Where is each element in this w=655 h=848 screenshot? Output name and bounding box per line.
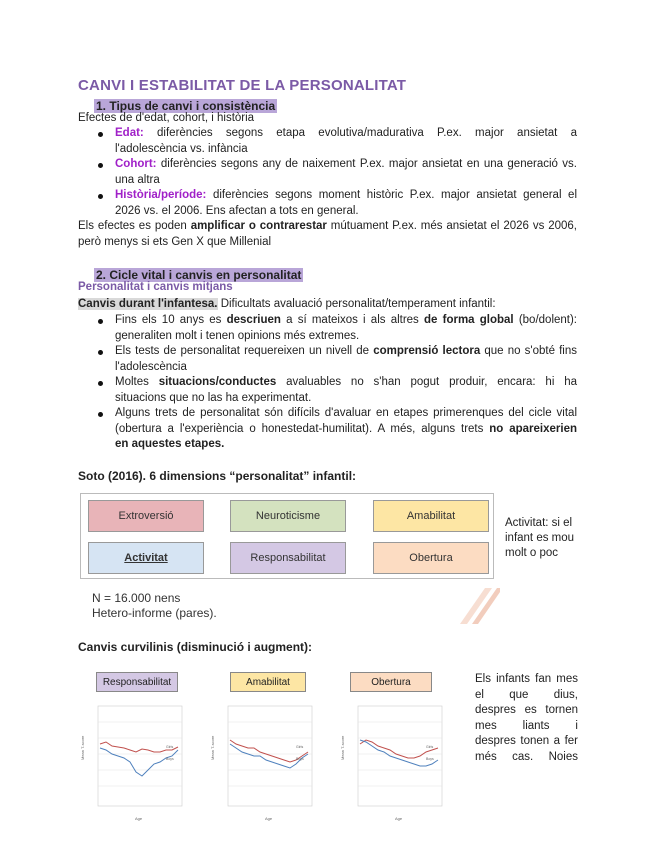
decorative-stripes [440,588,500,624]
hetero-informe: Hetero-informe (pares). [92,606,217,620]
b3c: avaluables no s'han pogut produir, encara: hi ha [276,376,577,388]
svg-text:Girls: Girls [426,745,434,749]
curvilinear-note-5: despres tonen a fer [475,735,578,747]
dimension-activitat: Activitat [88,542,204,574]
bullet-cohort-line2: una altra [115,173,160,186]
bullet-dot [98,350,103,355]
svg-text:Girls: Girls [166,745,174,749]
svg-text:Mean T-score: Mean T-score [80,735,85,760]
b3b: situacions/conductes [158,376,277,388]
activitat-note [505,516,574,561]
b2b: comprensió lectora [373,345,481,357]
effects-text-bold: amplificar o contrarestar [190,220,327,232]
dimension-neuroticisme: Neuroticisme [230,500,346,532]
bullet-edat-text: diferències segons etapa evolutiva/madurativa P.ex. major ansietat a [157,127,578,139]
svg-text:Mean T-score: Mean T-score [210,735,215,760]
activitat-note-2: infant es mou [505,532,575,544]
bullet-cohort-text: diferències segons any de naixement P.ex. major ansietat en una generació vs. [160,158,577,170]
curvilinear-note-3: despres es tornen [475,704,578,716]
effects-text-pre: Els efectes es poden [78,220,191,232]
bullet-descriuen [115,313,577,344]
bullet-edat [115,126,577,157]
b3a: Moltes [115,376,159,388]
svg-text:Age: Age [135,816,143,821]
section2-subheading: Personalitat i canvis mitjans [78,281,233,293]
b1a: Fins els 10 anys es [115,314,227,326]
b4-line3: en aquestes etapes. [115,438,225,450]
bullet-dot [98,319,103,324]
sample-info [92,591,217,621]
b4-line2a: (obertura a l'experiència o honestedat-humilitat). A més, alguns trets [115,422,490,435]
curvilinear-note-6: més cas. Noies [475,750,578,763]
svg-text:Age: Age [395,816,403,821]
svg-text:Boys: Boys [166,757,174,761]
bullet-dot [98,163,103,168]
svg-text:Mean T-score: Mean T-score [340,735,345,760]
bullet-cohort [115,157,577,188]
b1d: de forma global [424,314,514,326]
bullet-dot [98,412,103,417]
svg-text:Age: Age [265,816,273,821]
b2c: que no s'obté fins [480,345,578,357]
bullet-dot [98,194,103,199]
chart-amabilitat [210,700,315,825]
section1-intro: Efectes de d'edat, cohort, i història [78,112,255,124]
canvis-infantesa [78,297,496,313]
chart-responsabilitat [80,700,185,825]
b4-line2b: no apareixerien [489,422,577,435]
dimension-responsabilitat: Responsabilitat [230,542,346,574]
curvilinear-heading: Canvis curvilinis (disminució i augment): [78,640,313,654]
chart-label-amabilitat: Amabilitat [230,672,306,692]
b3-line2: situacions que no las ha experimentat. [115,391,312,404]
curvilinear-note [475,672,578,765]
b1c: a sí mateixos i als altres [280,314,425,326]
bullet-historia-line2: 2026 vs. el 2006. Ens afectan a tots en general. [115,204,359,217]
b1b: descriuen [226,314,281,326]
dimension-extroversio: Extroversió [88,500,204,532]
bullet-dot [98,132,103,137]
bullet-edat-line2: l'adolescència vs. infància [115,142,248,155]
section1-heading-text: 1. Tipus de canvi i consistència [96,99,276,113]
svg-text:Boys: Boys [296,757,304,761]
b2a: Els tests de personalitat requereixen un nivell de [115,345,374,357]
bullet-tests [115,344,577,375]
effects-paragraph [78,219,577,250]
effects-text-line2: però menys si ets Gen X que Millenial [78,235,272,248]
svg-text:Boys: Boys [426,757,434,761]
curvilinear-note-1: Els infants fan mes [475,673,578,685]
curvilinear-note-2: el que dius, [475,688,578,701]
curvilinear-note-4: mes liants i [475,719,578,732]
dimension-obertura: Obertura [373,542,489,574]
sample-size: N = 16.000 nens [92,591,181,605]
canvis-infantesa-bold: Canvis durant l'infantesa. [78,298,218,310]
bullet-situacions [115,375,577,406]
activitat-note-1: Activitat: si el [505,517,573,529]
b2-line2: l'adolescència [115,360,187,373]
bullet-dot [98,381,103,386]
b1-line2: generaliten molt i tenen opinions més extremes. [115,329,360,342]
section2-heading-text: 2. Cicle vital i canvis en personalitat [96,268,302,282]
dimension-amabilitat: Amabilitat [373,500,489,532]
activitat-note-3: molt o poc [505,547,559,559]
bullet-trets [115,406,577,453]
bullet-historia-text: diferències segons moment històric P.ex. major ansietat general el [212,189,577,201]
chart-label-obertura: Obertura [350,672,432,692]
chart-obertura [340,700,445,825]
soto-heading: Soto (2016). 6 dimensions “personalitat” infantil: [78,469,357,483]
chart-label-responsabilitat: Responsabilitat [96,672,178,692]
b4-line1: Alguns trets de personalitat són difícils d'avaluar en etapes primerenques del cicle vital [115,407,577,419]
term-historia: Història/període: [115,189,207,201]
term-cohort: Cohort: [115,158,157,170]
svg-text:Girls: Girls [296,745,304,749]
effects-text-post: mútuament P.ex. més ansietat el 2026 vs 2006, [326,220,577,232]
page-title: CANVI I ESTABILITAT DE LA PERSONALITAT [78,77,407,94]
bullet-historia [115,188,577,219]
b1e: (bo/dolent): [513,314,578,326]
canvis-infantesa-rest: Dificultats avaluació personalitat/temperament infantil: [217,298,496,310]
term-edat: Edat: [115,127,144,139]
